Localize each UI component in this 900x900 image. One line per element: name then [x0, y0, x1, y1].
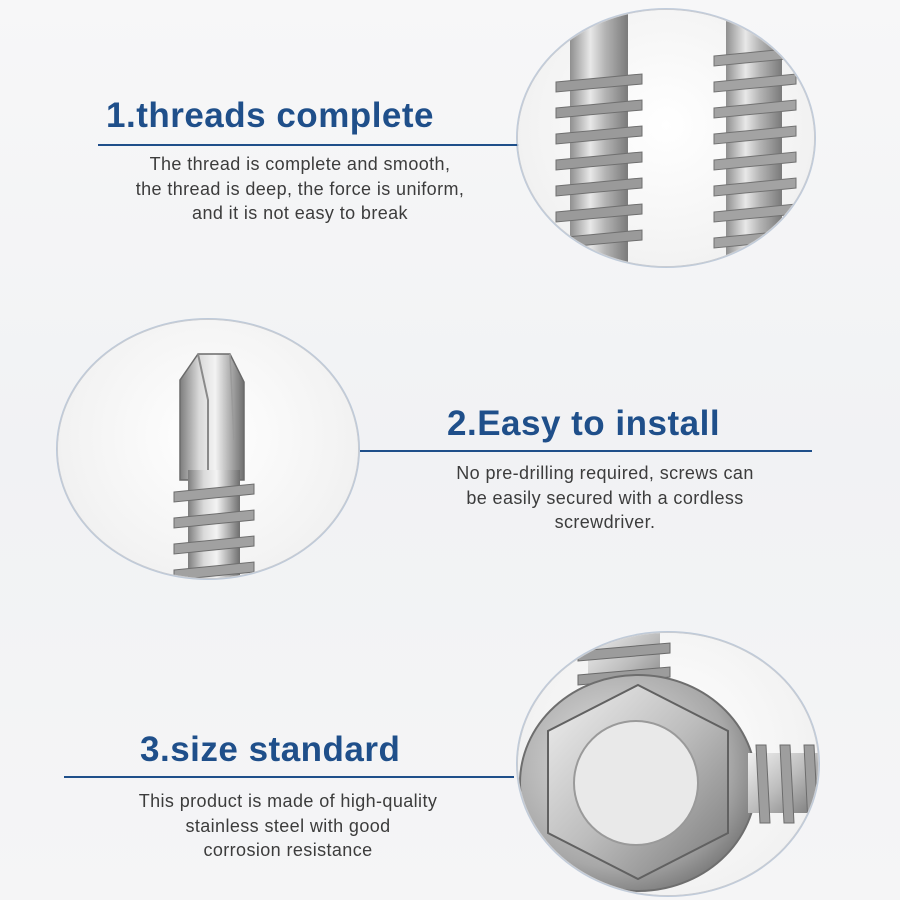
screw-threads-illustration: [518, 10, 814, 266]
screw-threads-closeup-icon: [518, 10, 814, 266]
feature-2-divider: [360, 450, 812, 452]
feature-threads-complete: [0, 0, 900, 300]
hex-head-illustration: [518, 633, 818, 895]
feature-1-divider: [98, 144, 520, 146]
feature-1-description-line-3: and it is not easy to break: [192, 203, 408, 223]
feature-2-title: 2.Easy to install: [447, 404, 721, 443]
feature-1-description: [85, 152, 515, 226]
feature-3-title: 3.size standard: [140, 730, 401, 769]
feature-3-divider: [64, 776, 514, 778]
feature-2-description-line-3: screwdriver.: [554, 512, 656, 532]
feature-3-description: [78, 789, 498, 863]
feature-size-standard: [0, 600, 900, 900]
feature-2-description: [395, 461, 815, 535]
feature-1-description-line-1: The thread is complete and smooth,: [149, 154, 451, 174]
hex-head-screw-icon: [518, 633, 818, 895]
self-drilling-tip-icon: [58, 320, 358, 578]
feature-2-description-line-2: be easily secured with a cordless: [466, 487, 744, 508]
feature-1-description-line-2: the thread is deep, the force is uniform,: [135, 178, 465, 199]
feature-2-description-line-1: No pre-drilling required, screws can: [456, 463, 754, 483]
feature-3-description-line-2: stainless steel with good: [185, 815, 391, 836]
feature-1-title: 1.threads complete: [106, 96, 434, 135]
drill-tip-illustration: [58, 320, 358, 578]
feature-3-description-line-3: corrosion resistance: [203, 840, 373, 860]
feature-easy-to-install: [0, 300, 900, 600]
feature-3-description-line-1: This product is made of high-quality: [138, 791, 438, 811]
